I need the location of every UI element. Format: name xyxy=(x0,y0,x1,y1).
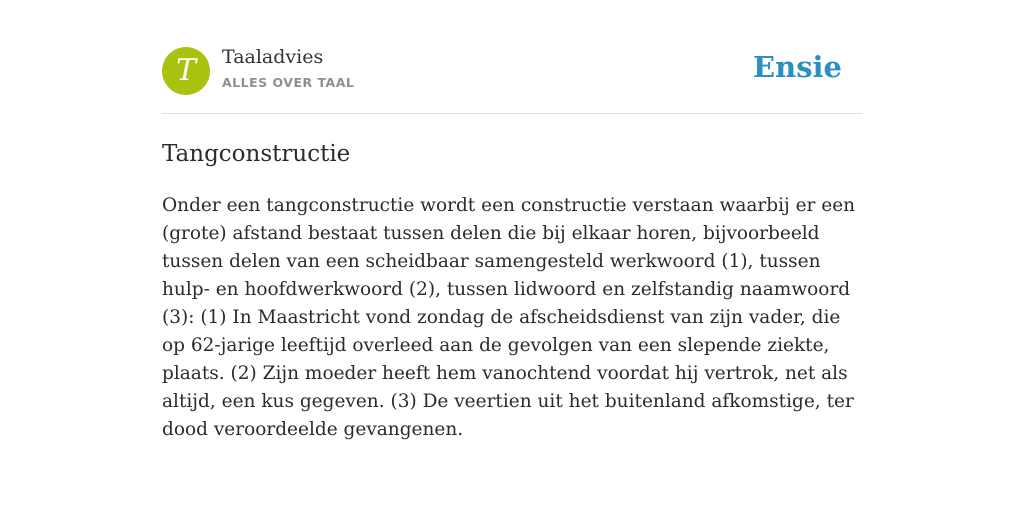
article-body: Onder een tangconstructie wordt een constructie verstaan waarbij er een (grote) afstand bestaat tussen delen die bij elkaar horen, bijvoorbeeld tussen delen van een scheidbaar samengesteld werkwoord (1), tussen hulp- en hoofdwerkwoord (2), tussen lidwoord en zelfstandig naamwoord (3): (1) In Maastricht vond zondag de afscheidsdienst van zijn vader, die op 62-jarige leeftijd overleed aan de gevolgen van een slepende ziekte, plaats. (2) Zijn moeder heeft hem vanochtend voordat hij vertrok, net als altijd, een kus gegeven. (3) De veertien uit het buitenland afkomstige, ter dood veroordeelde gevangenen. xyxy=(162,195,856,440)
site-name: Taaladvies xyxy=(222,46,324,68)
site-tagline: ALLES OVER TAAL xyxy=(222,75,355,90)
brand-logo: Ensie xyxy=(753,50,842,84)
site-logo: T xyxy=(162,47,210,95)
definition-card xyxy=(162,0,862,444)
card-header xyxy=(162,0,862,114)
article-title: Tangconstructie xyxy=(162,141,351,167)
